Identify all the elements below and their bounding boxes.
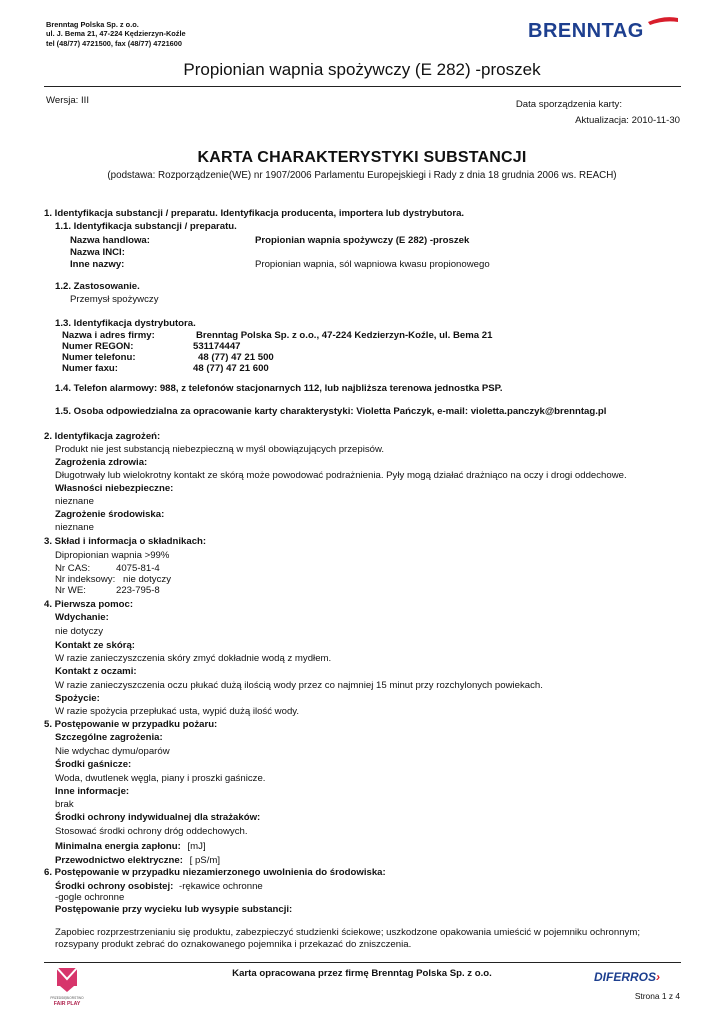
use-value: Przemysł spożywczy (70, 294, 159, 305)
section-1-title: 1. Identyfikacja substancji / preparatu. Identyfikacja producenta, importera lub dystrybutora. (44, 208, 465, 219)
trade-name-value: Propionian wapnia spożywczy (E 282) -proszek (255, 235, 470, 246)
we-value: 223-795-8 (116, 585, 160, 596)
regon-value: 531174447 (193, 341, 241, 352)
document-title: Propionian wapnia spożywczy (E 282) -proszek (183, 60, 541, 79)
index-value: nie dotyczy (123, 574, 171, 585)
regon-label: Numer REGON: (62, 341, 134, 352)
special-hazards-value: Nie wdychac dymu/oparów (55, 746, 170, 757)
firefighter-ppe-value: Stosować środki ochrony dróg oddechowych. (55, 826, 248, 837)
health-hazard-label: Zagrożenia zdrowia: (55, 457, 148, 468)
sheet-heading: KARTA CHARAKTERYSTYKI SUBSTANCJI (197, 149, 527, 166)
company-phone-fax: tel (48/77) 4721500, fax (48/77) 4721600 (46, 38, 183, 48)
special-hazards-label: Szczególne zagrożenia: (55, 732, 163, 743)
diferros-logo (594, 970, 660, 985)
cas-value: 4075-81-4 (116, 563, 160, 574)
trade-name-label: Nazwa handlowa: (70, 235, 150, 246)
version-label: Wersja: III (46, 95, 90, 106)
ignition-energy-value: [mJ] (187, 841, 206, 852)
dangerous-properties-value: nieznane (55, 496, 94, 507)
ignition-energy-row (55, 841, 206, 853)
section-5-title: 5. Postępowanie w przypadku pożaru: (44, 719, 218, 730)
footer-divider (44, 962, 681, 963)
conductivity-label: Przewodnictwo elektryczne: (55, 855, 183, 866)
other-names-value: Propionian wapnia, sól wapniowa kwasu propionowego (255, 259, 490, 270)
section-6-title: 6. Postępowanie w przypadku niezamierzonego uwolnienia do środowiska: (44, 867, 386, 878)
brenntag-logo-text: BRENNTAG (528, 20, 644, 42)
responsible-person: 1.5. Osoba odpowiedzialna za opracowanie karty charakterystyki: Violetta Pańczyk, e-mail: violetta.panczyk@brenntag.pl (55, 406, 607, 417)
prepared-date-label: Data sporządzenia karty: (515, 99, 622, 110)
section-4-title: 4. Pierwsza pomoc: (44, 599, 134, 610)
index-label: Nr indeksowy: (55, 574, 116, 585)
personal-protection-gloves: -rękawice ochronne (179, 881, 263, 892)
footer-prepared-by: Karta opracowana przez firmę Brenntag Polska Sp. z o.o. (232, 968, 492, 979)
inhalation-label: Wdychanie: (55, 612, 109, 623)
personal-protection-row (55, 881, 263, 893)
firefighter-ppe-label: Środki ochrony indywidualnej dla strażaków: (55, 812, 261, 823)
brenntag-swoosh-icon (648, 17, 678, 25)
legal-basis: (podstawa: Rozporządzenie(WE) nr 1907/2006 Parlamentu Europejskiegi i Rady z dnia 18 grudnia 2006 ws. REACH) (107, 170, 617, 181)
firm-label: Nazwa i adres firmy: (62, 330, 155, 341)
inci-name-label: Nazwa INCI: (70, 247, 125, 258)
update-date: Aktualizacja: 2010-11-30 (575, 115, 680, 126)
ingestion-value: W razie spożycia przepłukać usta, wypić dużą ilość wody. (55, 706, 300, 717)
other-info-value: brak (55, 799, 74, 810)
fair-play-top-label: PRZEDSIĘBIORSTWO (50, 995, 84, 1000)
component-name: Dipropionian wapnia >99% (55, 550, 170, 561)
other-names-label: Inne nazwy: (70, 259, 125, 270)
inhalation-value: nie dotyczy (55, 626, 103, 637)
fax-value: 48 (77) 47 21 600 (193, 363, 269, 374)
conductivity-row (55, 855, 220, 867)
ingestion-label: Spożycie: (55, 693, 100, 704)
spill-procedure-line-1: Zapobiec rozprzestrzenianiu się produktu, zabezpieczyć studzienki ściekowe; uszkodzone opakowania umieścić w pojemniku ochronnym; (55, 927, 640, 938)
eye-contact-value: W razie zanieczyszczenia oczu płukać dużą ilością wody przez co najmniej 15 minut przy rozchylonych powiekach. (55, 680, 543, 691)
diferros-logo-text: DIFERROS (594, 970, 657, 984)
page-number: Strona 1 z 4 (634, 991, 680, 1001)
dangerous-properties-label: Własności niebezpieczne: (55, 483, 174, 494)
we-label: Nr WE: (55, 585, 86, 596)
brenntag-logo (528, 12, 678, 46)
environment-hazard-label: Zagrożenie środowiska: (55, 509, 165, 520)
alarm-phone: 1.4. Telefon alarmowy: 988, z telefonów stacjonarnych 112, lub najbliższa terenowa jednostka PSP. (55, 383, 503, 394)
environment-hazard-value: nieznane (55, 522, 94, 533)
extinguishing-value: Woda, dwutlenek węgla, piany i proszki gaśnicze. (55, 773, 266, 784)
ignition-energy-label: Minimalna energia zapłonu: (55, 841, 181, 852)
personal-protection-goggles: -gogle ochronne (55, 892, 125, 903)
firm-value: Brenntag Polska Sp. z o.o., 47-224 Kedzierzyn-Koźle, ul. Bema 21 (196, 330, 493, 341)
section-2-title: 2. Identyfikacja zagrożeń: (44, 431, 161, 442)
section-1-3-title: 1.3. Identyfikacja dystrybutora. (55, 318, 196, 329)
company-address-block (46, 20, 186, 48)
skin-contact-label: Kontakt ze skórą: (55, 640, 135, 651)
eye-contact-label: Kontakt z oczami: (55, 666, 137, 677)
extinguishing-label: Środki gaśnicze: (55, 759, 132, 770)
section-1-2-title: 1.2. Zastosowanie. (55, 281, 140, 292)
section-1-1-title: 1.1. Identyfikacja substancji / preparatu. (55, 221, 237, 232)
conductivity-value: [ pS/m] (189, 855, 221, 866)
spill-procedure-label: Postępowanie przy wycieku lub wysypie substancji: (55, 904, 293, 915)
other-info-label: Inne informacje: (55, 786, 130, 797)
spill-procedure-line-2: rozsypany produkt zebrać do oznakowanego pojemnika i przekazać do zniszczenia. (55, 939, 412, 950)
brenntag-logo-graphic (528, 12, 678, 46)
cas-label: Nr CAS: (55, 563, 91, 574)
company-street: ul. J. Bema 21, 47-224 Kędzierzyn-Koźle (46, 29, 186, 39)
diferros-arrow-icon: › (656, 970, 661, 984)
health-hazard-value: Długotrwały lub wielokrotny kontakt ze skórą może powodować podrażnienia. Pyły mogą działać drażniąco na oczy i drogi oddechowe. (55, 470, 627, 481)
company-name: Brenntag Polska Sp. z o.o. (46, 20, 139, 29)
fax-label: Numer faxu: (62, 363, 118, 374)
personal-protection-label: Środki ochrony osobistej: (55, 881, 174, 892)
hazard-statement: Produkt nie jest substancją niebezpieczną w myśl obowiązujących przepisów. (55, 444, 385, 455)
skin-contact-value: W razie zanieczyszczenia skóry zmyć dokładnie wodą z mydłem. (55, 653, 332, 664)
header-divider (44, 86, 681, 87)
phone-value: 48 (77) 47 21 500 (198, 352, 274, 363)
fair-play-label: FAIR PLAY (53, 1000, 81, 1007)
section-3-title: 3. Skład i informacja o składnikach: (44, 536, 207, 547)
phone-label: Numer telefonu: (62, 352, 136, 363)
